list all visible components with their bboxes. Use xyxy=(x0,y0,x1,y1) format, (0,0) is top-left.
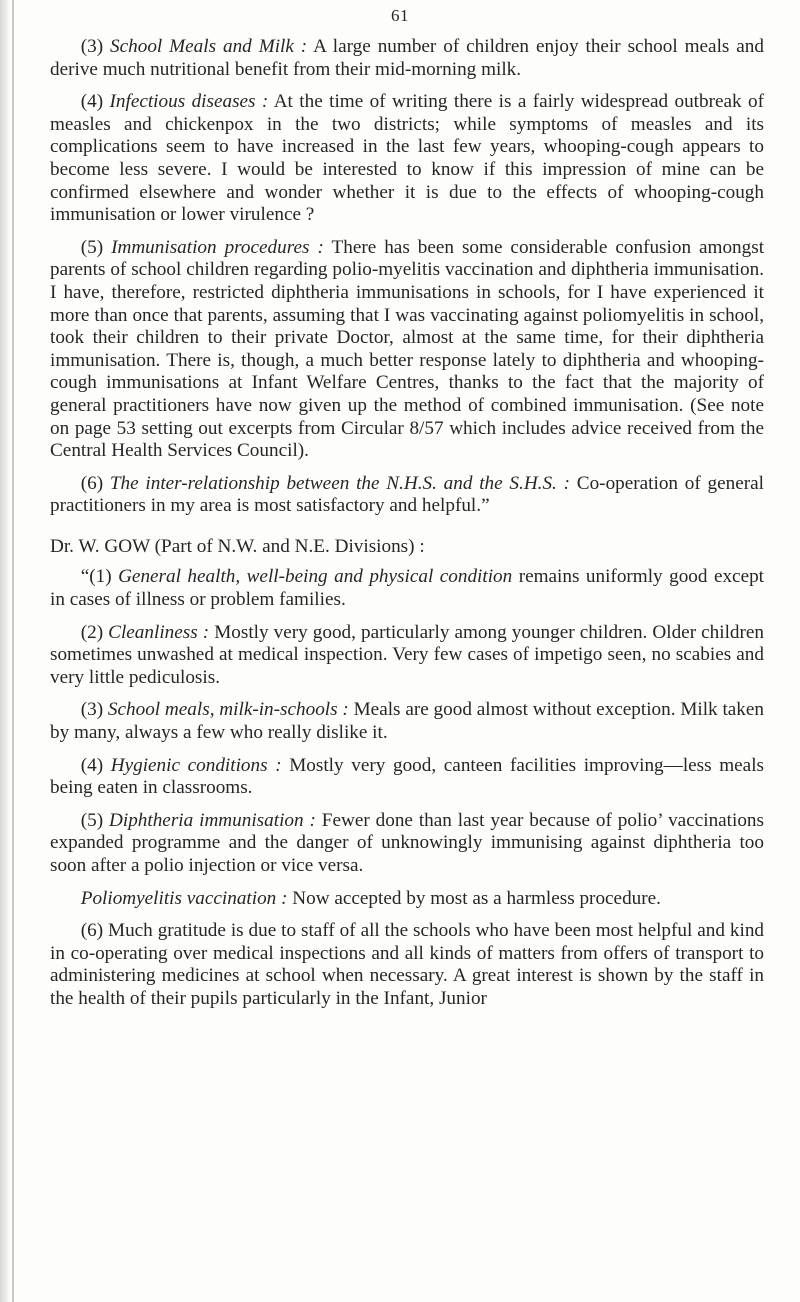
paragraph-number: (2) xyxy=(80,621,104,643)
paragraph-number: (3) xyxy=(80,699,104,721)
paragraph-nhs-shs-relationship xyxy=(50,473,764,518)
paragraph-school-meals-and-milk xyxy=(50,36,764,81)
paragraph-infectious-diseases xyxy=(50,91,764,227)
binding-line xyxy=(12,0,14,1302)
binding-edge xyxy=(0,0,10,1302)
paragraph-number: (5) xyxy=(80,236,104,258)
paragraph-title: Poliomyelitis vaccination : xyxy=(80,887,288,909)
paragraph-text: Much gratitude is due to staff of all the schools who have been most helpful and kind in co-operating over medical inspections and all kinds of matters from offers of transport to administering medicines at school when necessary. A great interest is shown by the staff in the health of their pupils particularly in the Infant, Junior xyxy=(50,920,765,1009)
paragraph-text: Co-operation of general practitioners in my area is most satisfactory and helpful.” xyxy=(50,472,764,517)
paragraph-title: School Meals and Milk : xyxy=(110,36,308,57)
paragraph-text: A large number of children enjoy their school meals and derive much nutritional benefit from their mid-morning milk. xyxy=(50,36,764,80)
paragraph-general-health xyxy=(50,566,764,611)
paragraph-diphtheria-immunisation xyxy=(50,810,764,878)
paragraph-title: Infectious diseases : xyxy=(109,91,269,113)
paragraph-immunisation-procedures xyxy=(50,237,764,463)
page-number: 61 xyxy=(391,6,409,25)
section-heading-dr-gow: Dr. W. GOW (Part of N.W. and N.E. Divisions) : xyxy=(50,535,425,557)
paragraph-text: There has been some considerable confusion amongst parents of school children regarding polio-myelitis vaccination and diphtheria immunisation. I have, therefore, restricted diphtheria immunisations in schools, for I have experienced it more than once that parents, assuming that I was vaccinating against poliomyelitis in school, took their children to their private Doctor, almost at the same time, for their diphtheria immunisation. There is, though, a much better response lately to diphtheria and whooping-cough immunisations at Infant Welfare Centres, thanks to the fact that the majority of general practitioners have now given up the method of combined immunisation. (See note on page 53 setting out excerpts from Circular 8/57 which includes advice received from the Central Health Services Council). xyxy=(50,236,765,462)
paragraph-number: “(1) xyxy=(80,566,112,588)
paragraph-poliomyelitis-vaccination xyxy=(50,888,764,911)
paragraph-number: (3) xyxy=(80,36,104,57)
paragraph-number: (6) xyxy=(80,920,104,942)
paragraph-text: Mostly very good, canteen facilities improving—less meals being eaten in classrooms. xyxy=(50,754,764,799)
paragraph-number: (4) xyxy=(80,91,104,113)
paragraph-title: General health, well-being and physical condition xyxy=(118,566,513,588)
paragraph-number: (6) xyxy=(80,472,104,494)
paragraph-staff-gratitude xyxy=(50,920,764,1010)
paragraph-title: Cleanliness : xyxy=(108,621,210,643)
paragraph-text: Now accepted by most as a harmless procedure. xyxy=(292,887,661,909)
paragraph-school-meals-milk xyxy=(50,699,764,744)
paragraph-hygienic-conditions xyxy=(50,755,764,800)
paragraph-number: (5) xyxy=(80,809,104,831)
paragraph-text: Fewer done than last year because of polio’ vaccinations expanded programme and the danger of unknowingly immunising against diphtheria too soon after a polio injection or vice versa. xyxy=(50,809,764,876)
paragraph-text: At the time of writing there is a fairly widespread outbreak of measles and chickenpox in the two districts; while symptoms of measles and its complications seem to have increased in the last few years, whooping-cough appears to become less severe. I would be interested to know if this impression of mine can be confirmed elsewhere and wonder whether it is due to the effects of whooping-cough immunisation or lower virulence ? xyxy=(50,91,764,226)
paragraph-title: Immunisation procedures : xyxy=(111,236,324,258)
paragraph-text: Meals are good almost without exception. Milk taken by many, always a few who really dislike it. xyxy=(50,699,765,744)
paragraph-title: Hygienic conditions : xyxy=(110,754,282,776)
paragraph-title: School meals, milk-in-schools : xyxy=(107,699,349,721)
paragraph-number: (4) xyxy=(80,754,104,776)
paragraph-title: Diphtheria immunisation : xyxy=(109,809,316,831)
paragraph-text: remains uniformly good except in cases of illness or problem families. xyxy=(50,566,765,611)
page-content xyxy=(50,36,764,1021)
paragraph-title: The inter-relationship between the N.H.S. and the S.H.S. : xyxy=(109,472,571,494)
paragraph-cleanliness xyxy=(50,622,764,690)
paragraph-text: Mostly very good, particularly among younger children. Older children sometimes unwashed at medical inspection. Very few cases of impetigo seen, no scabies and very little pediculosis. xyxy=(50,621,765,688)
